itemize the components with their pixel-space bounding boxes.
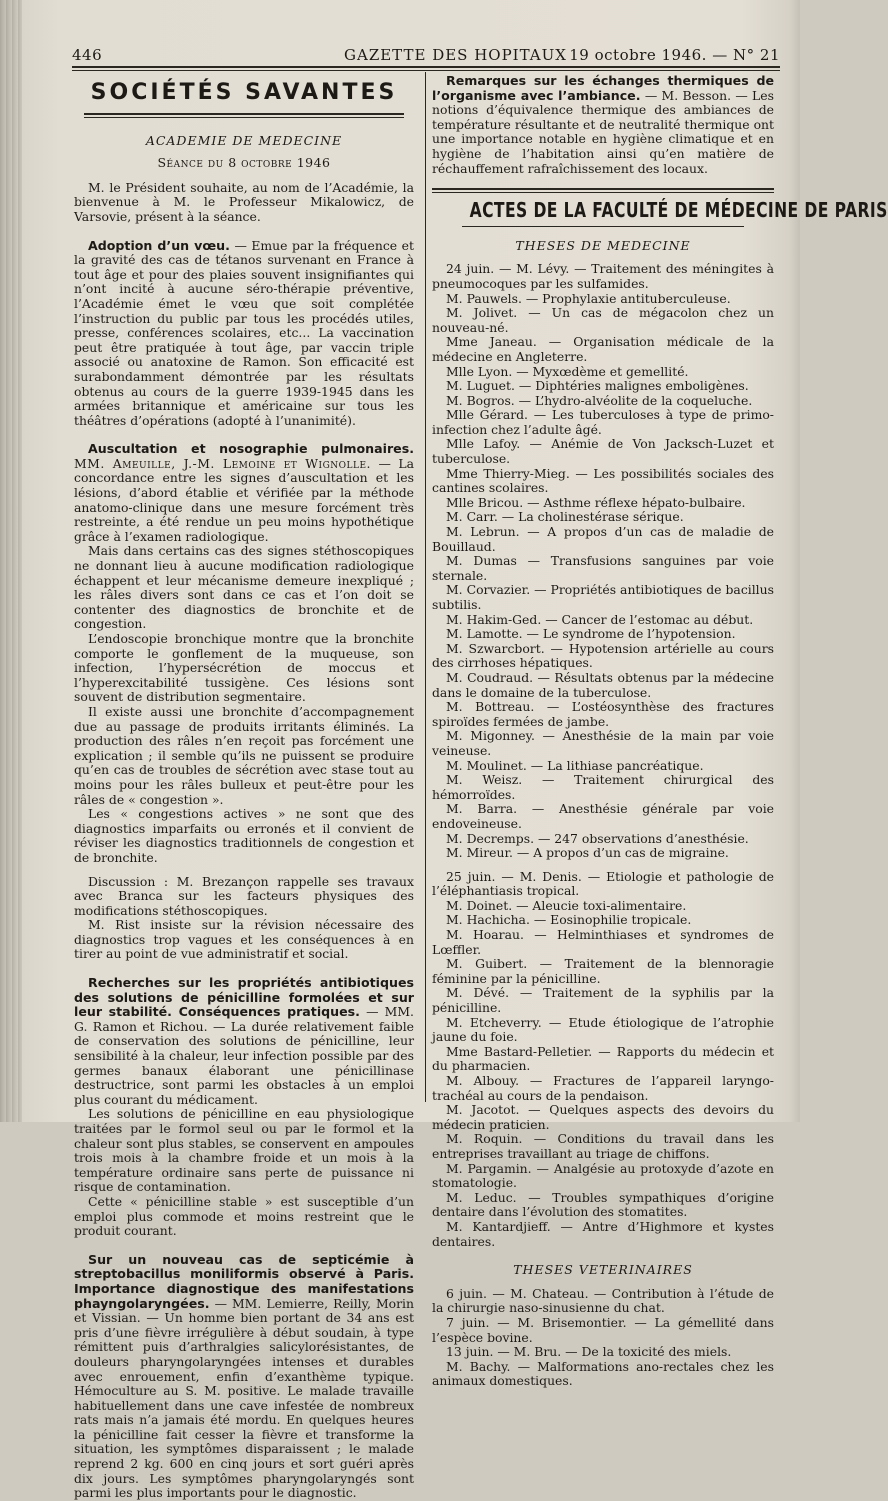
septicemia-heading: Sur un nouveau cas de septicémie à streptobacillus moniliformis observé à Paris. Importance diagnostique des manifestations phayngolaryngées. [74,1251,414,1311]
auscultation-text-3: L’endoscopie bronchique montre que la bronchite comporte le gonflement de la muqueuse, son infection, l’hypersécrétion de moccus et l’hyperexcitabilité tussigène. Ces lésions sont souvent de distribution segmentaire. [74,631,414,705]
running-header [72,44,780,66]
thesis-entry: M. Lebrun. — A propos d’un cas de maladie de Bouillaud. [432,524,774,554]
intro-paragraph: M. le Président souhaite, au nom de l’Académie, la bienvenue à M. le Professeur Mikalowicz, de Varsovie, présent à la séance. [74,179,414,224]
page-number: 446 [72,46,103,64]
thesis-entry: Mlle Gérard. — Les tuberculoses à type de primo-infection chez l’adulte âgé. [432,407,774,437]
binding-edge [0,0,22,1122]
remarks-paragraph [432,74,774,176]
june-25-entry: 25 juin. — M. Denis. — Etiologie et pathologie de l’éléphantiasis tropical. [432,868,774,899]
header-rule-thin [72,70,780,71]
thesis-entry: 7 juin. — M. Brisemontier. — La gémellité dans l’espèce bovine. [432,1314,774,1345]
thesis-entry: Mlle Lyon. — Myxœdème et gemellité. [446,363,689,379]
acts-title: ACTES DE LA FACULTÉ DE MÉDECINE DE PARIS [469,198,888,223]
thesis-entry: 6 juin. — M. Chateau. — Contribution à l’étude de la chirurgie naso-sinusienne du chat. [432,1285,774,1316]
thesis-entry: Mlle Bricou. — Asthme réflexe hépato-bulbaire. [446,494,746,510]
penicillin-text-1: — MM. G. Ramon et Richou. — La durée relativement faible de conservation des solutions de pénicilline, leur sensibilité à la chaleur, leur infection possible par des germes banaux élaborant une pénicillinase destructrice, sont parmi les obstacles à un emploi plus courant du médicament. [74,1004,414,1107]
discussion-paragraph: Discussion : M. Brezançon rappelle ses travaux avec Branca sur les facteurs physiques des modifications stéthoscopiques. [74,873,414,918]
auscultation-text-1: — La concordance entre les signes d’auscultation et les lésions, d’abord établie et vérifiée par la méthode anatomo-clinique dans une mesure forcément très restreinte, a été rendue un peu moins hypothétique grâce à l’examen radiologique. [74,455,414,544]
right-column [432,73,888,1389]
thesis-entry: M. Doinet. — Aleucie toxi-alimentaire. [446,897,687,913]
theses-veterinaires-heading: THESES VETERINAIRES [513,1262,693,1278]
thesis-list-june-25 [432,899,774,1249]
thesis-entry: M. Leduc. — Troubles sympathiques d’origine dentaire dans l’évolution des stomatites. [432,1189,774,1220]
thesis-entry: M. Pauwels. — Prophylaxie antituberculeuse. [446,290,731,306]
thesis-entry: M. Carr. — La cholinestérase sérique. [446,509,684,525]
penicillin-text-3: Cette « pénicilline stable » est susceptible d’un emploi plus commode et moins restreint que le produit courant. [74,1193,414,1239]
thesis-entry: M. Hachicha. — Eosinophilie tropicale. [446,912,692,928]
septicemia-text: — MM. Lemierre, Reilly, Morin et Vissian. — Un homme bien portant de 34 ans est pris d’une fièvre irrégulière à début soudain, à type rémittent puis d’arthralgies salicylorésistantes, de douleurs pharyngolaryngées intenses et durables avec enrouement, enfin d’exanthème typique. Hémoculture au S. M. positive. Le malade travaille habituellement dans une cave infestée de nombreux rats mais n’a jamais été mordu. En quelques heures la pénicilline fait cesser la fièvre et transforme la situation, les symptômes disparaissent ; le malade reprend 2 kg. 600 en cinq jours et sort guéri après dix jours. Les symptômes pharyngolaryngés sont parmi les plus importants pour le diagnostic. [74,1295,414,1501]
penicillin-text-2: Les solutions de pénicilline en eau physiologique traitées par le formol seul ou par le formol et la chaleur sont plus stables, se conservent en ampoules trois mois à la chambre froide et un mois à la température ordinaire sans perte de puissance ni risque de contamination. [74,1106,414,1195]
section-title: SOCIÉTÉS SAVANTES [90,80,398,105]
thesis-entry: M. Etcheverry. — Etude étiologique de l’atrophie jaune du foie. [432,1014,774,1045]
adoption-heading: Adoption d’un vœu. [88,237,230,253]
thesis-entry: M. Bottreau. — L’ostéosynthèse des fractures spiroïdes fermées de jambe. [432,699,774,729]
date-text: 19 octobre 1946. [569,46,707,64]
auscultation-paragraph [74,442,414,544]
thesis-entry: M. Migonney. — Anesthésie de la main par voie veineuse. [432,728,774,758]
thesis-entry: M. Roquin. — Conditions du travail dans les entreprises travaillant au triage de chiffons. [432,1131,774,1161]
thesis-entry: M. Decremps. — 247 observations d’anesthésie. [446,830,749,846]
issue-number: — N° 21 [712,46,780,64]
thesis-entry: M. Lamotte. — Le syndrome de l’hypotension. [446,626,736,642]
remarks-text: — M. Besson. — Les notions d’équivalence thermique des ambiances de température résultante et de neutralité thermique ont une importance notable en hygiène climatique et en hygiène de l’habitation ainsi qu’en matière de réchauffement rafraîchissement des locaux. [432,87,774,176]
thesis-entry: Mme Thierry-Mieg. — Les possibilités sociales des cantines scolaires. [432,465,774,496]
rist-paragraph: M. Rist insiste sur la révision nécessaire des diagnostics trop vagues et les conséquences à en tirer au point de vue administratif et social. [74,917,414,962]
thesis-entry: M. Barra. — Anesthésie générale par voie endoveineuse. [432,801,774,831]
thesis-entry: M. Jacotot. — Quelques aspects des devoirs du médecin praticien. [432,1102,774,1132]
thesis-entry: M. Hakim-Ged. — Cancer de l’estomac au début. [446,611,754,627]
thesis-list-june-24 [432,292,774,861]
thesis-entry: M. Bogros. — L’hydro-alvéolite de la coqueluche. [446,392,753,408]
june-24-entry: 24 juin. — M. Lévy. — Traitement des méningites à pneumocoques par les sulfamides. [432,261,774,291]
journal-title: GAZETTE DES HOPITAUX [344,46,567,64]
thesis-entry: M. Guibert. — Traitement de la blennoragie féminine par la pénicilline. [432,956,774,986]
auscultation-text-2: Mais dans certains cas des signes stéthoscopiques ne donnant lieu à aucune modification radiologique échappent et leur mécanisme demeure inexpliqué ; les râles divers sont dans ce cas et l’on doit se contenter des diagnostics de bronchite et de congestion. [74,543,414,632]
academy-heading: ACADEMIE DE MEDECINE [145,132,343,148]
adoption-paragraph [74,239,414,429]
header-rule [72,66,780,68]
thesis-entry: Mme Bastard-Pelletier. — Rapports du médecin et du pharmacien. [432,1043,774,1074]
thesis-entry: M. Corvazier. — Propriétés antibiotiques de bacillus subtilis. [432,582,774,612]
thesis-entry: M. Bachy. — Malformations ano-rectales chez les animaux domestiques. [432,1358,774,1389]
thesis-entry: M. Jolivet. — Un cas de mégacolon chez un nouveau-né. [432,305,774,335]
adoption-text: — Emue par la fréquence et la gravité des cas de tétanos survenant en France à tout âge et pour des plaies souvent insignifiantes qui n’ont incité à aucune séro-thérapie préventive, l’Académie émet le vœu que soit complétée l’instruction du public par tous les procédés utiles, presse, conférences scolaires, etc... La vaccination peut être pratiquée à tout âge, par vaccin triple associé ou anatoxine de Ramon. Son efficacité est surabondamment démontrée par les résultats obtenus au cours de la guerre 1939-1945 dans les armées britannique et américaine sur tous les théâtres d’opérations (adopté à l’unanimité). [74,237,414,428]
thesis-entry: M. Pargamin. — Analgésie au protoxyde d’azote en stomatologie. [432,1160,774,1191]
thesis-entry: M. Dévé. — Traitement de la syphilis par la pénicilline. [432,985,774,1016]
theses-medecine-heading: THESES DE MEDECINE [515,237,691,253]
thesis-entry: M. Mireur. — A propos d’un cas de migraine. [446,845,729,861]
column-divider [425,72,426,1102]
thesis-entry: 13 juin. — M. Bru. — De la toxicité des miels. [446,1344,732,1360]
thesis-entry: Mme Janeau. — Organisation médicale de la médecine en Angleterre. [432,334,774,364]
thesis-entry: M. Weisz. — Traitement chirurgical des hémorroïdes. [432,772,774,802]
thesis-entry: M. Luguet. — Diphtéries malignes emboligènes. [446,378,749,394]
auscultation-authors: MM. Ameuille, J.-M. Lemoine et Wignolle. [74,455,371,471]
penicillin-paragraph [74,976,414,1107]
thesis-entry: Mlle Lafoy. — Anémie de Von Jacksch-Luzet et tuberculose. [432,436,774,467]
auscultation-text-4: Il existe aussi une bronchite d’accompagnement due au passage de produits irritants éliminés. La production des râles n’en reçoit pas forcément une explication ; il semble qu’ils ne puissent se produire qu’en cas de troubles de sécrétion avec stase tout au moins pour les râles bulleux et peut-être pour les râles de « congestion ». [74,703,414,807]
thesis-list-veterinary [432,1287,774,1389]
penicillin-heading: Recherches sur les propriétés antibiotiques des solutions de pénicilline formolées et sur leur stabilité. Conséquences pratiques. [74,975,414,1020]
session-date: Séance du 8 octobre 1946 [157,155,331,171]
remarks-heading: Remarques sur les échanges thermiques de l’organisme avec l’ambiance. [432,73,774,103]
thesis-entry: M. Szwarcbort. — Hypotension artérielle au cours des cirrhoses hépatiques. [432,640,774,671]
septicemia-paragraph [74,1253,414,1501]
thesis-entry: M. Dumas — Transfusions sanguines par voie sternale. [432,553,774,583]
thesis-entry: M. Hoarau. — Helminthiases et syndromes de Lœffler. [432,927,774,957]
issue-date [569,46,780,64]
thesis-entry: M. Coudraud. — Résultats obtenus par la médecine dans le domaine de la tuberculose. [432,669,774,700]
thesis-entry: M. Moulinet. — La lithiase pancréatique. [446,757,704,773]
thesis-entry: M. Kantardjieff. — Antre d’Highmore et kystes dentaires. [432,1218,774,1249]
auscultation-heading: Auscultation et nosographie pulmonaires. [88,441,414,457]
thesis-entry: M. Albouy. — Fractures de l’appareil laryngo-trachéal au cours de la pendaison. [432,1073,774,1103]
left-column [74,82,414,1501]
auscultation-text-5: Les « congestions actives » ne sont que des diagnostics imparfaits ou erronés et il convient de réviser les diagnostics traditionnels de congestion et de bronchite. [74,806,414,865]
